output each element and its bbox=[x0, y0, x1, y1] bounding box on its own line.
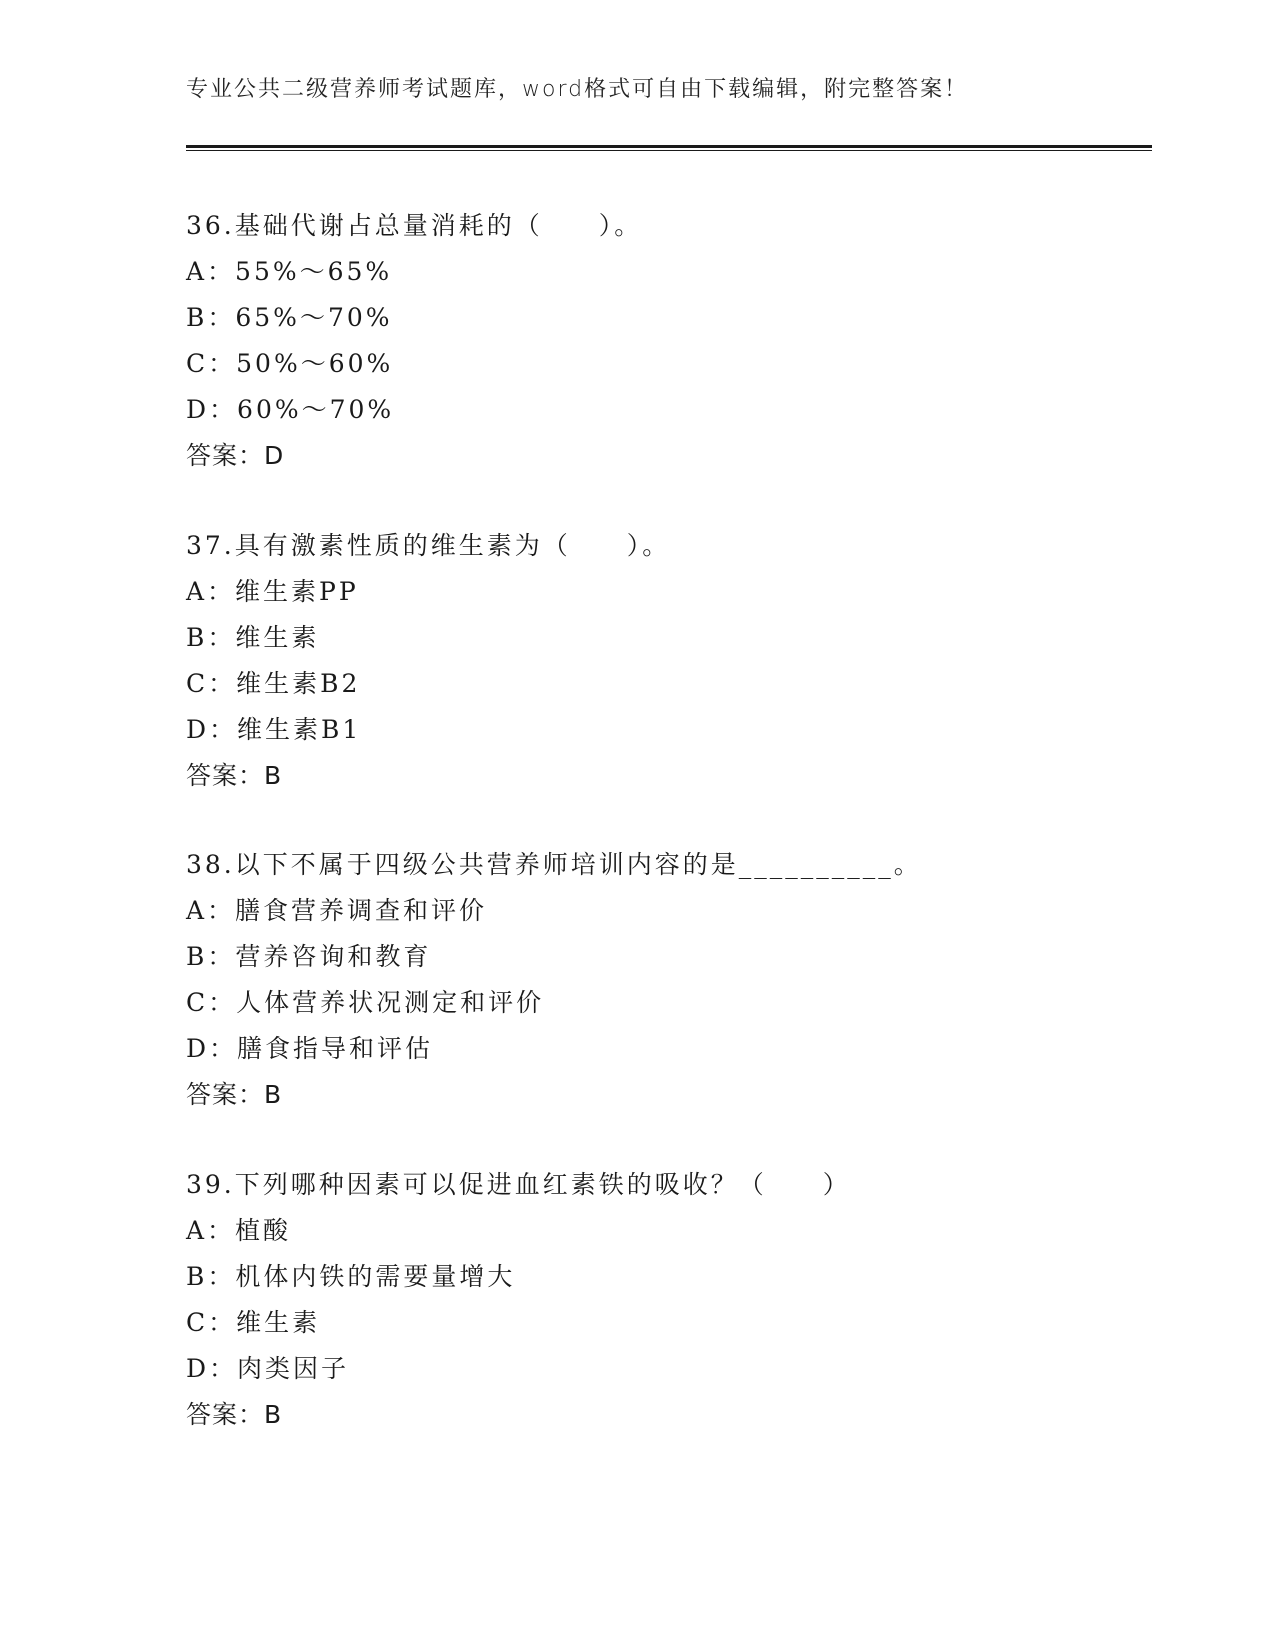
question-36 bbox=[186, 203, 1146, 479]
option-d: D：肉类因子 bbox=[186, 1354, 350, 1383]
question-37 bbox=[186, 523, 1146, 799]
option-a: A：植酸 bbox=[186, 1216, 292, 1245]
option-b: B：营养咨询和教育 bbox=[186, 942, 432, 971]
question-39 bbox=[186, 1162, 1146, 1438]
header-divider-thin bbox=[186, 150, 1152, 151]
question-38 bbox=[186, 842, 1146, 1118]
option-a: A：维生素PP bbox=[186, 577, 359, 606]
question-stem: 36.基础代谢占总量消耗的（ ）。 bbox=[186, 211, 643, 240]
option-c: C：50%～60% bbox=[186, 349, 394, 378]
question-stem: 37.具有激素性质的维生素为（ ）。 bbox=[186, 531, 671, 560]
header-divider bbox=[186, 145, 1152, 151]
option-d: D：维生素B1 bbox=[186, 715, 362, 744]
answer: 答案：B bbox=[186, 1400, 283, 1429]
option-a: A：55%～65% bbox=[186, 257, 393, 286]
header-divider-thick bbox=[186, 145, 1152, 148]
option-c: C：人体营养状况测定和评价 bbox=[186, 988, 545, 1017]
answer: 答案：D bbox=[186, 441, 285, 470]
option-a: A：膳食营养调查和评价 bbox=[186, 896, 488, 925]
option-b: B：机体内铁的需要量增大 bbox=[186, 1262, 516, 1291]
answer: 答案：B bbox=[186, 761, 283, 790]
option-b: B：维生素 bbox=[186, 623, 320, 652]
option-c: C：维生素 bbox=[186, 1308, 321, 1337]
question-stem: 38.以下不属于四级公共营养师培训内容的是__________。 bbox=[186, 850, 922, 879]
question-stem: 39.下列哪种因素可以促进血红素铁的吸收？（ ） bbox=[186, 1170, 851, 1199]
page-header: 专业公共二级营养师考试题库，word格式可自由下载编辑，附完整答案！ bbox=[186, 77, 969, 102]
option-c: C：维生素B2 bbox=[186, 669, 361, 698]
option-b: B：65%～70% bbox=[186, 303, 393, 332]
option-d: D：60%～70% bbox=[186, 395, 395, 424]
option-d: D：膳食指导和评估 bbox=[186, 1034, 434, 1063]
answer: 答案：B bbox=[186, 1080, 283, 1109]
